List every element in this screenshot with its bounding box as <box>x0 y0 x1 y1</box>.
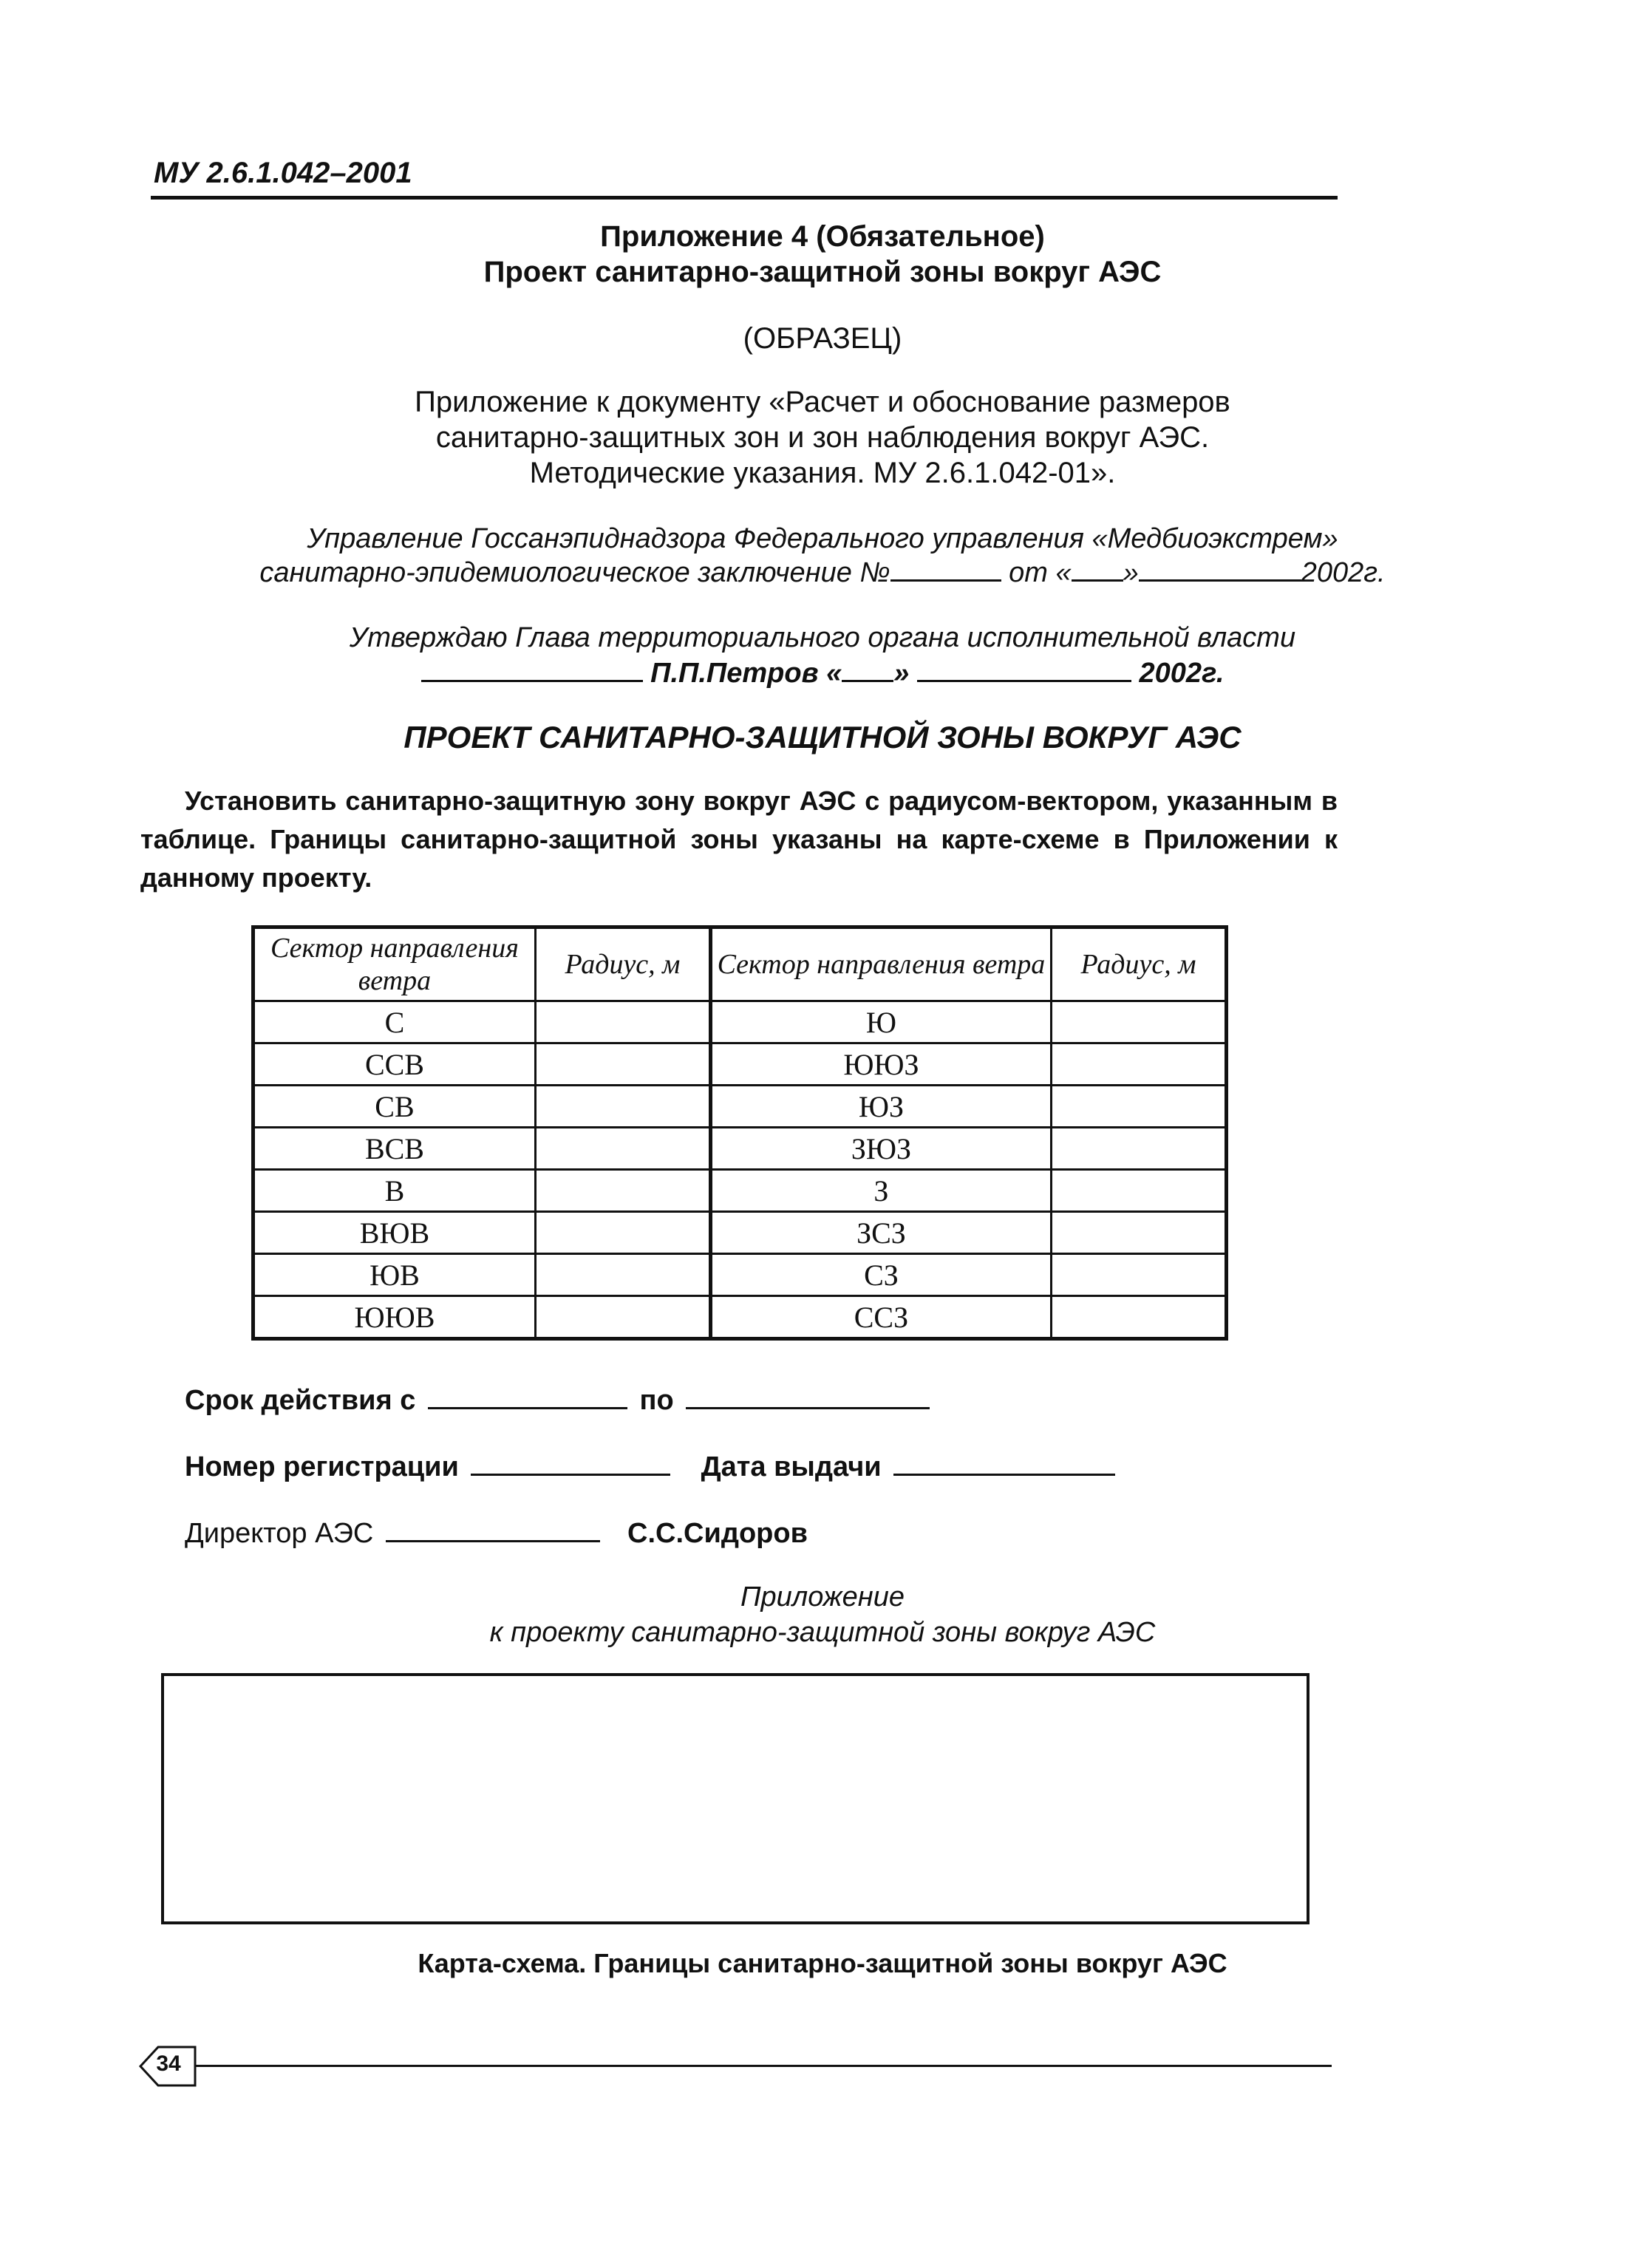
approval-year: 2002г. <box>1139 658 1225 689</box>
issue-date-blank[interactable] <box>893 1451 1115 1476</box>
table-row <box>253 1043 1227 1086</box>
table-row <box>253 1254 1227 1296</box>
sector-cell: СВ <box>253 1086 536 1128</box>
director-name: С.С.Сидоров <box>627 1518 808 1549</box>
radius-cell[interactable] <box>1051 1170 1226 1212</box>
radius-cell[interactable] <box>535 1254 710 1296</box>
table-row <box>253 1128 1227 1170</box>
radius-cell[interactable] <box>535 1086 710 1128</box>
registration-blank[interactable] <box>471 1451 670 1476</box>
sector-cell: ЮЮВ <box>253 1296 536 1339</box>
conclusion-number-blank[interactable] <box>890 557 1001 582</box>
appendix-to-line-3: Методические указания. МУ 2.6.1.042-01». <box>529 457 1116 489</box>
appendix-to-line-2: санитарно-защитных зон и зон наблюдения вокруг АЭС. <box>435 421 1210 454</box>
table-row <box>253 1170 1227 1212</box>
map-scheme-frame <box>161 1673 1309 1924</box>
sector-cell: Ю <box>710 1001 1051 1043</box>
header-divider <box>151 196 1338 200</box>
map-appendix-subtitle: к проекту санитарно-защитной зоны вокруг АЭС <box>489 1617 1156 1648</box>
conclusion-year: 2002г. <box>1301 557 1386 588</box>
page-number: 34 <box>156 2051 181 2076</box>
validity-field <box>185 1385 934 1417</box>
sample-label: (ОБРАЗЕЦ) <box>743 322 902 355</box>
radius-cell[interactable] <box>535 1128 710 1170</box>
approval-signature-line <box>0 658 1645 689</box>
conclusion-line <box>0 557 1645 589</box>
table-row <box>253 1212 1227 1254</box>
approval-quote-close: » <box>893 658 910 689</box>
table-row <box>253 1001 1227 1043</box>
sector-cell: С <box>253 1001 536 1043</box>
sector-cell: ВСВ <box>253 1128 536 1170</box>
footer-divider <box>194 2065 1332 2067</box>
radius-cell[interactable] <box>535 1043 710 1086</box>
validity-to-blank[interactable] <box>686 1385 930 1409</box>
conclusion-authority: Управление Госсанэпиднадзора Федерального управления «Медбиоэкстрем» <box>307 523 1338 554</box>
conclusion-quote-close: » <box>1123 557 1139 588</box>
sector-cell: ВЮВ <box>253 1212 536 1254</box>
radius-cell[interactable] <box>1051 1001 1226 1043</box>
registration-label: Номер регистрации <box>185 1451 459 1482</box>
radius-cell[interactable] <box>535 1212 710 1254</box>
sector-cell: В <box>253 1170 536 1212</box>
conclusion-number-label: санитарно-эпидемиологическое заключение № <box>259 557 890 588</box>
conclusion-day-blank[interactable] <box>1072 557 1123 582</box>
radius-cell[interactable] <box>1051 1128 1226 1170</box>
approval-name: П.П.Петров « <box>650 658 842 689</box>
table-row <box>253 1296 1227 1339</box>
sector-cell: ЮЗ <box>710 1086 1051 1128</box>
radius-cell[interactable] <box>535 1001 710 1043</box>
conclusion-month-blank[interactable] <box>1139 557 1301 582</box>
radius-cell[interactable] <box>535 1170 710 1212</box>
conclusion-date-label: от « <box>1009 557 1072 588</box>
director-signature-blank[interactable] <box>386 1518 600 1542</box>
validity-label: Срок действия с <box>185 1385 416 1416</box>
body-text: Установить санитарно-защитную зону вокруг АЭС с радиусом-вектором, указанным в таблице. Границы санитарно-защитной зоны указаны на карте-схеме в Приложении к данному проекту. <box>140 786 1338 893</box>
registration-field <box>185 1451 1120 1483</box>
project-title: Проект санитарно-защитной зоны вокруг АЭС <box>483 256 1162 288</box>
header-sector-1: Сектор направления ветра <box>253 927 536 1001</box>
director-label: Директор АЭС <box>185 1518 374 1549</box>
sector-cell: ЮВ <box>253 1254 536 1296</box>
approval-line: Утверждаю Глава территориального органа исполнительной власти <box>349 622 1296 653</box>
radius-cell[interactable] <box>1051 1296 1226 1339</box>
sector-cell: З <box>710 1170 1051 1212</box>
sector-radius-table <box>251 925 1228 1341</box>
validity-from-blank[interactable] <box>428 1385 627 1409</box>
radius-cell[interactable] <box>1051 1212 1226 1254</box>
issue-date-label: Дата выдачи <box>701 1451 882 1482</box>
radius-cell[interactable] <box>1051 1086 1226 1128</box>
table-row <box>253 1086 1227 1128</box>
body-paragraph <box>140 782 1338 897</box>
document-code: МУ 2.6.1.042–2001 <box>154 157 412 189</box>
project-heading: ПРОЕКТ САНИТАРНО-ЗАЩИТНОЙ ЗОНЫ ВОКРУГ АЭС <box>403 720 1242 755</box>
approval-month-blank[interactable] <box>917 658 1131 682</box>
validity-to-label: по <box>639 1385 674 1416</box>
table-header-row <box>253 927 1227 1001</box>
sector-cell: ЮЮЗ <box>710 1043 1051 1086</box>
director-field <box>185 1518 808 1550</box>
sector-cell: ЗСЗ <box>710 1212 1051 1254</box>
approval-day-blank[interactable] <box>842 658 893 682</box>
radius-cell[interactable] <box>1051 1254 1226 1296</box>
header-radius-1: Радиус, м <box>535 927 710 1001</box>
map-caption: Карта-схема. Границы санитарно-защитной зоны вокруг АЭС <box>418 1948 1227 1978</box>
radius-cell[interactable] <box>1051 1043 1226 1086</box>
appendix-to-line-1: Приложение к документу «Расчет и обоснование размеров <box>415 386 1230 418</box>
map-appendix-title: Приложение <box>740 1581 905 1613</box>
sector-cell: ССЗ <box>710 1296 1051 1339</box>
sector-cell: СЗ <box>710 1254 1051 1296</box>
appendix-title: Приложение 4 (Обязательное) <box>600 220 1045 253</box>
header-radius-2: Радиус, м <box>1051 927 1226 1001</box>
header-sector-2: Сектор направления ветра <box>710 927 1051 1001</box>
radius-cell[interactable] <box>535 1296 710 1339</box>
sector-cell: ЗЮЗ <box>710 1128 1051 1170</box>
sector-cell: ССВ <box>253 1043 536 1086</box>
approval-signature-blank[interactable] <box>421 658 643 682</box>
